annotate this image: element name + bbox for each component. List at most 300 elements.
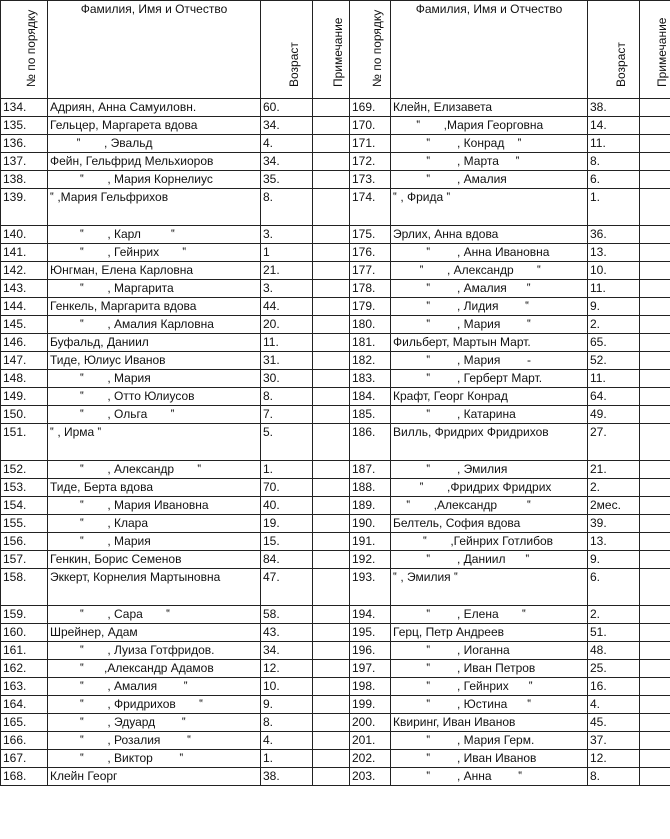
entry-age-left: 70. (261, 479, 313, 497)
table-row (1, 280, 670, 298)
entry-note-left (313, 135, 350, 153)
header-row (1, 1, 670, 99)
entry-number-left: 153. (1, 479, 48, 497)
header-num-left: № по порядку (1, 1, 48, 99)
entry-age-left: 1 (261, 244, 313, 262)
entry-note-left (313, 479, 350, 497)
entry-age-left: 8. (261, 714, 313, 732)
entry-name-left: ‟ , Эдуард ‟ (48, 714, 261, 732)
entry-number-left: 162. (1, 660, 48, 678)
entry-note-left (313, 678, 350, 696)
entry-age-right: 1. (588, 189, 640, 226)
entry-number-left: 168. (1, 768, 48, 786)
entry-number-right: 188. (350, 479, 391, 497)
entry-number-right: 201. (350, 732, 391, 750)
table-row (1, 750, 670, 768)
header-num-right: № по порядку (350, 1, 391, 99)
header-age-left: Возраст (261, 1, 313, 99)
entry-number-right: 183. (350, 370, 391, 388)
table-row (1, 117, 670, 135)
entry-note-right (640, 262, 670, 280)
entry-number-right: 195. (350, 624, 391, 642)
header-name-right: Фамилия, Имя и Отчество (391, 1, 588, 99)
entry-note-right (640, 732, 670, 750)
entry-note-left (313, 99, 350, 117)
entry-age-left: 20. (261, 316, 313, 334)
entry-number-left: 158. (1, 569, 48, 606)
table-row (1, 406, 670, 424)
entry-number-right: 196. (350, 642, 391, 660)
entry-number-right: 172. (350, 153, 391, 171)
entry-name-right: ‟ , Юстина ‟ (391, 696, 588, 714)
entry-note-right (640, 515, 670, 533)
entry-note-right (640, 117, 670, 135)
entry-number-left: 137. (1, 153, 48, 171)
entry-note-left (313, 642, 350, 660)
entry-age-right: 2мес. (588, 497, 640, 515)
table-row (1, 334, 670, 352)
entry-number-left: 161. (1, 642, 48, 660)
entry-age-right: 27. (588, 424, 640, 461)
entry-age-right: 11. (588, 135, 640, 153)
table-row (1, 624, 670, 642)
entry-note-right (640, 226, 670, 244)
entry-age-left: 1. (261, 750, 313, 768)
table-row (1, 515, 670, 533)
entry-age-right: 4. (588, 696, 640, 714)
entry-note-left (313, 732, 350, 750)
entry-note-left (313, 533, 350, 551)
entry-name-right: ‟ , Мария - (391, 352, 588, 370)
entry-name-left: ‟ , Ирма ‟ (48, 424, 261, 461)
entry-note-right (640, 678, 670, 696)
entry-age-left: 35. (261, 171, 313, 189)
entry-name-right: Квиринг, Иван Иванов (391, 714, 588, 732)
table-row (1, 171, 670, 189)
entry-number-left: 146. (1, 334, 48, 352)
entry-name-left: Клейн Георг (48, 768, 261, 786)
entry-number-left: 155. (1, 515, 48, 533)
entry-name-right: ‟ ,Фридрих Фридрих (391, 479, 588, 497)
entry-age-right: 37. (588, 732, 640, 750)
table-row (1, 714, 670, 732)
entry-age-left: 21. (261, 262, 313, 280)
entry-note-right (640, 533, 670, 551)
entry-age-right: 11. (588, 370, 640, 388)
table-row (1, 226, 670, 244)
entry-age-left: 58. (261, 606, 313, 624)
entry-name-right: ‟ , Эмилия (391, 461, 588, 479)
entry-number-right: 185. (350, 406, 391, 424)
entry-number-left: 166. (1, 732, 48, 750)
entry-name-right: ‟ , Иван Петров (391, 660, 588, 678)
table-row (1, 642, 670, 660)
entry-age-right: 16. (588, 678, 640, 696)
entry-age-right: 52. (588, 352, 640, 370)
table-row (1, 298, 670, 316)
entry-number-right: 171. (350, 135, 391, 153)
entry-name-right: ‟ , Елена ‟ (391, 606, 588, 624)
entry-number-left: 165. (1, 714, 48, 732)
entry-age-left: 8. (261, 388, 313, 406)
entry-number-left: 154. (1, 497, 48, 515)
entry-age-left: 9. (261, 696, 313, 714)
entry-age-right: 48. (588, 642, 640, 660)
table-row (1, 99, 670, 117)
entry-age-right: 13. (588, 533, 640, 551)
entry-note-left (313, 515, 350, 533)
entry-note-right (640, 497, 670, 515)
entry-name-left: ‟ ,Александр Адамов (48, 660, 261, 678)
entry-number-left: 141. (1, 244, 48, 262)
table-row (1, 660, 670, 678)
entry-number-right: 180. (350, 316, 391, 334)
entry-name-right: ‟ , Эмилия ‟ (391, 569, 588, 606)
entry-note-left (313, 714, 350, 732)
entry-number-left: 142. (1, 262, 48, 280)
entry-age-right: 51. (588, 624, 640, 642)
entry-number-left: 167. (1, 750, 48, 768)
table-row (1, 732, 670, 750)
entry-name-left: ‟ ,Мария Гельфрихов (48, 189, 261, 226)
entry-name-right: Белтель, София вдова (391, 515, 588, 533)
entry-name-right: ‟ , Гейнрих ‟ (391, 678, 588, 696)
header-note-left: Примечание (313, 1, 350, 99)
header-note-right: Примечание (640, 1, 670, 99)
entry-note-right (640, 316, 670, 334)
entry-note-right (640, 171, 670, 189)
table-row (1, 316, 670, 334)
entry-number-left: 138. (1, 171, 48, 189)
table-row (1, 678, 670, 696)
entry-name-left: ‟ , Отто Юлиусов (48, 388, 261, 406)
entry-number-right: 194. (350, 606, 391, 624)
entry-note-right (640, 388, 670, 406)
entry-age-left: 43. (261, 624, 313, 642)
entry-note-left (313, 370, 350, 388)
table-row (1, 768, 670, 786)
entry-name-left: ‟ , Ольга ‟ (48, 406, 261, 424)
entry-age-left: 40. (261, 497, 313, 515)
entry-number-left: 134. (1, 99, 48, 117)
entry-name-left: ‟ , Клара (48, 515, 261, 533)
entry-age-right: 21. (588, 461, 640, 479)
entry-number-left: 152. (1, 461, 48, 479)
entry-age-left: 30. (261, 370, 313, 388)
entry-name-right: Фильберт, Мартын Март. (391, 334, 588, 352)
entry-age-right: 8. (588, 153, 640, 171)
entry-age-right: 2. (588, 479, 640, 497)
entry-note-right (640, 768, 670, 786)
entry-note-right (640, 642, 670, 660)
entry-number-right: 176. (350, 244, 391, 262)
entry-name-right: ‟ , Мария Герм. (391, 732, 588, 750)
entry-number-right: 200. (350, 714, 391, 732)
entry-name-left: Тиде, Юлиус Иванов (48, 352, 261, 370)
entry-age-left: 31. (261, 352, 313, 370)
entry-age-left: 34. (261, 153, 313, 171)
entry-note-right (640, 569, 670, 606)
entry-note-left (313, 497, 350, 515)
entry-note-left (313, 461, 350, 479)
table-row (1, 153, 670, 171)
table-row (1, 606, 670, 624)
entry-number-right: 203. (350, 768, 391, 786)
entry-name-left: ‟ , Мария (48, 370, 261, 388)
entry-number-left: 150. (1, 406, 48, 424)
entry-name-left: ‟ , Александр ‟ (48, 461, 261, 479)
entry-name-left: ‟ , Мария Ивановна (48, 497, 261, 515)
entry-number-right: 199. (350, 696, 391, 714)
entry-number-left: 145. (1, 316, 48, 334)
entry-note-left (313, 750, 350, 768)
entry-age-right: 25. (588, 660, 640, 678)
entry-age-right: 38. (588, 99, 640, 117)
entry-number-right: 186. (350, 424, 391, 461)
entry-name-right: Герц, Петр Андреев (391, 624, 588, 642)
table-row (1, 352, 670, 370)
table-row (1, 135, 670, 153)
entry-name-left: Буфальд, Даниил (48, 334, 261, 352)
entry-note-left (313, 334, 350, 352)
entry-number-left: 144. (1, 298, 48, 316)
entry-age-left: 34. (261, 117, 313, 135)
entry-name-left: ‟ , Мария Корнелиус (48, 171, 261, 189)
entry-number-right: 177. (350, 262, 391, 280)
entry-number-left: 149. (1, 388, 48, 406)
entry-age-right: 9. (588, 551, 640, 569)
entry-age-right: 2. (588, 606, 640, 624)
entry-number-right: 187. (350, 461, 391, 479)
entry-age-left: 4. (261, 135, 313, 153)
entry-name-right: ‟ , Амалия (391, 171, 588, 189)
entry-age-left: 8. (261, 189, 313, 226)
entry-number-right: 189. (350, 497, 391, 515)
entry-note-right (640, 334, 670, 352)
entry-number-left: 148. (1, 370, 48, 388)
entry-name-right: ‟ ,Мария Георговна (391, 117, 588, 135)
entry-name-right: ‟ , Мария ‟ (391, 316, 588, 334)
entry-number-left: 139. (1, 189, 48, 226)
entry-age-right: 39. (588, 515, 640, 533)
entry-age-left: 60. (261, 99, 313, 117)
entry-age-left: 47. (261, 569, 313, 606)
entry-name-left: ‟ , Розалия ‟ (48, 732, 261, 750)
entry-number-right: 190. (350, 515, 391, 533)
entry-number-right: 184. (350, 388, 391, 406)
entry-note-right (640, 406, 670, 424)
table-row (1, 461, 670, 479)
entry-name-left: ‟ , Сара ‟ (48, 606, 261, 624)
entry-age-left: 1. (261, 461, 313, 479)
entry-note-right (640, 624, 670, 642)
entry-note-right (640, 370, 670, 388)
entry-note-right (640, 750, 670, 768)
entry-note-left (313, 406, 350, 424)
entry-name-right: ‟ ,Гейнрих Готлибов (391, 533, 588, 551)
entry-note-left (313, 316, 350, 334)
entry-note-left (313, 171, 350, 189)
entry-note-right (640, 660, 670, 678)
entry-note-right (640, 424, 670, 461)
entry-age-right: 45. (588, 714, 640, 732)
entry-name-right: ‟ , Иван Иванов (391, 750, 588, 768)
entry-age-right: 9. (588, 298, 640, 316)
table-row (1, 696, 670, 714)
entry-note-right (640, 153, 670, 171)
table-row (1, 497, 670, 515)
entry-number-right: 182. (350, 352, 391, 370)
table-row (1, 424, 670, 461)
entry-age-right: 11. (588, 280, 640, 298)
entry-age-right: 12. (588, 750, 640, 768)
entry-number-left: 136. (1, 135, 48, 153)
entry-number-left: 143. (1, 280, 48, 298)
entry-note-right (640, 606, 670, 624)
entry-name-left: Юнгман, Елена Карловна (48, 262, 261, 280)
entry-number-right: 179. (350, 298, 391, 316)
entry-age-right: 65. (588, 334, 640, 352)
entry-number-right: 197. (350, 660, 391, 678)
entry-name-right: ‟ , Лидия ‟ (391, 298, 588, 316)
entry-name-right: ‟ , Марта ‟ (391, 153, 588, 171)
entry-name-left: Тиде, Берта вдова (48, 479, 261, 497)
entry-name-left: ‟ , Луиза Готфридов. (48, 642, 261, 660)
entry-number-left: 159. (1, 606, 48, 624)
table-row (1, 370, 670, 388)
entry-number-left: 151. (1, 424, 48, 461)
entry-age-left: 38. (261, 768, 313, 786)
entry-number-left: 157. (1, 551, 48, 569)
table-row (1, 244, 670, 262)
entry-name-left: ‟ , Амалия ‟ (48, 678, 261, 696)
entry-name-left: ‟ , Маргарита (48, 280, 261, 298)
entry-age-right: 14. (588, 117, 640, 135)
entry-name-left: Генкин, Борис Семенов (48, 551, 261, 569)
entry-name-right: Крафт, Георг Конрад (391, 388, 588, 406)
entry-number-right: 170. (350, 117, 391, 135)
entry-number-right: 178. (350, 280, 391, 298)
entry-note-left (313, 244, 350, 262)
entry-name-left: ‟ , Эвальд (48, 135, 261, 153)
entry-note-right (640, 714, 670, 732)
entry-note-left (313, 262, 350, 280)
entry-age-left: 15. (261, 533, 313, 551)
entry-number-right: 173. (350, 171, 391, 189)
entry-note-left (313, 226, 350, 244)
entry-note-left (313, 424, 350, 461)
entry-name-right: ‟ , Анна Ивановна (391, 244, 588, 262)
entry-age-left: 11. (261, 334, 313, 352)
entry-name-right: Клейн, Елизавета (391, 99, 588, 117)
entry-name-right: ‟ , Конрад ‟ (391, 135, 588, 153)
entry-name-left: ‟ , Гейнрих ‟ (48, 244, 261, 262)
entry-number-right: 193. (350, 569, 391, 606)
entry-name-right: ‟ , Герберт Март. (391, 370, 588, 388)
entry-age-right: 6. (588, 171, 640, 189)
entry-age-left: 3. (261, 226, 313, 244)
entry-age-right: 13. (588, 244, 640, 262)
entry-note-right (640, 135, 670, 153)
entry-name-left: ‟ , Карл ‟ (48, 226, 261, 244)
entry-name-right: ‟ , Иоганна (391, 642, 588, 660)
entry-note-right (640, 99, 670, 117)
entry-age-left: 5. (261, 424, 313, 461)
entry-name-left: Фейн, Гельфрид Мельхиоров (48, 153, 261, 171)
entry-number-right: 181. (350, 334, 391, 352)
entry-age-left: 3. (261, 280, 313, 298)
entry-note-right (640, 696, 670, 714)
entry-name-left: Гельцер, Маргарета вдова (48, 117, 261, 135)
entry-name-right: ‟ , Фрида ‟ (391, 189, 588, 226)
entry-note-right (640, 461, 670, 479)
entry-age-left: 19. (261, 515, 313, 533)
entry-age-left: 34. (261, 642, 313, 660)
entry-number-left: 164. (1, 696, 48, 714)
entry-name-left: ‟ , Мария (48, 533, 261, 551)
entry-note-right (640, 551, 670, 569)
entry-note-left (313, 569, 350, 606)
entry-name-left: ‟ , Виктор ‟ (48, 750, 261, 768)
entry-name-right: Вилль, Фридрих Фридрихов (391, 424, 588, 461)
entry-note-left (313, 660, 350, 678)
entry-name-right: Эрлих, Анна вдова (391, 226, 588, 244)
entry-number-left: 140. (1, 226, 48, 244)
entry-age-right: 49. (588, 406, 640, 424)
table-row (1, 262, 670, 280)
table-row (1, 533, 670, 551)
entry-number-right: 169. (350, 99, 391, 117)
entry-number-right: 191. (350, 533, 391, 551)
entry-name-right: ‟ , Анна ‟ (391, 768, 588, 786)
entry-number-left: 160. (1, 624, 48, 642)
table-row (1, 569, 670, 606)
table-row (1, 551, 670, 569)
entry-name-left: ‟ , Фридрихов ‟ (48, 696, 261, 714)
header-age-right: Возраст (588, 1, 640, 99)
entry-number-right: 174. (350, 189, 391, 226)
entry-name-left: Эккерт, Корнелия Мартыновна (48, 569, 261, 606)
entry-note-left (313, 117, 350, 135)
entry-age-right: 10. (588, 262, 640, 280)
entry-note-left (313, 624, 350, 642)
entry-note-left (313, 153, 350, 171)
entry-number-right: 175. (350, 226, 391, 244)
entry-name-left: Генкель, Маргарита вдова (48, 298, 261, 316)
entry-note-left (313, 298, 350, 316)
entry-name-left: Адриян, Анна Самуиловн. (48, 99, 261, 117)
entry-number-left: 135. (1, 117, 48, 135)
entry-name-left: Шрейнер, Адам (48, 624, 261, 642)
entry-age-right: 6. (588, 569, 640, 606)
entry-note-left (313, 388, 350, 406)
entry-number-left: 156. (1, 533, 48, 551)
entry-age-right: 8. (588, 768, 640, 786)
table-row (1, 479, 670, 497)
entry-name-right: ‟ , Александр ‟ (391, 262, 588, 280)
entry-age-right: 2. (588, 316, 640, 334)
entry-name-right: ‟ , Даниил ‟ (391, 551, 588, 569)
entry-note-right (640, 280, 670, 298)
entry-note-right (640, 244, 670, 262)
entry-note-left (313, 280, 350, 298)
entry-number-right: 202. (350, 750, 391, 768)
entry-number-right: 192. (350, 551, 391, 569)
entry-age-left: 7. (261, 406, 313, 424)
entry-note-right (640, 352, 670, 370)
entry-age-left: 84. (261, 551, 313, 569)
entry-number-left: 147. (1, 352, 48, 370)
